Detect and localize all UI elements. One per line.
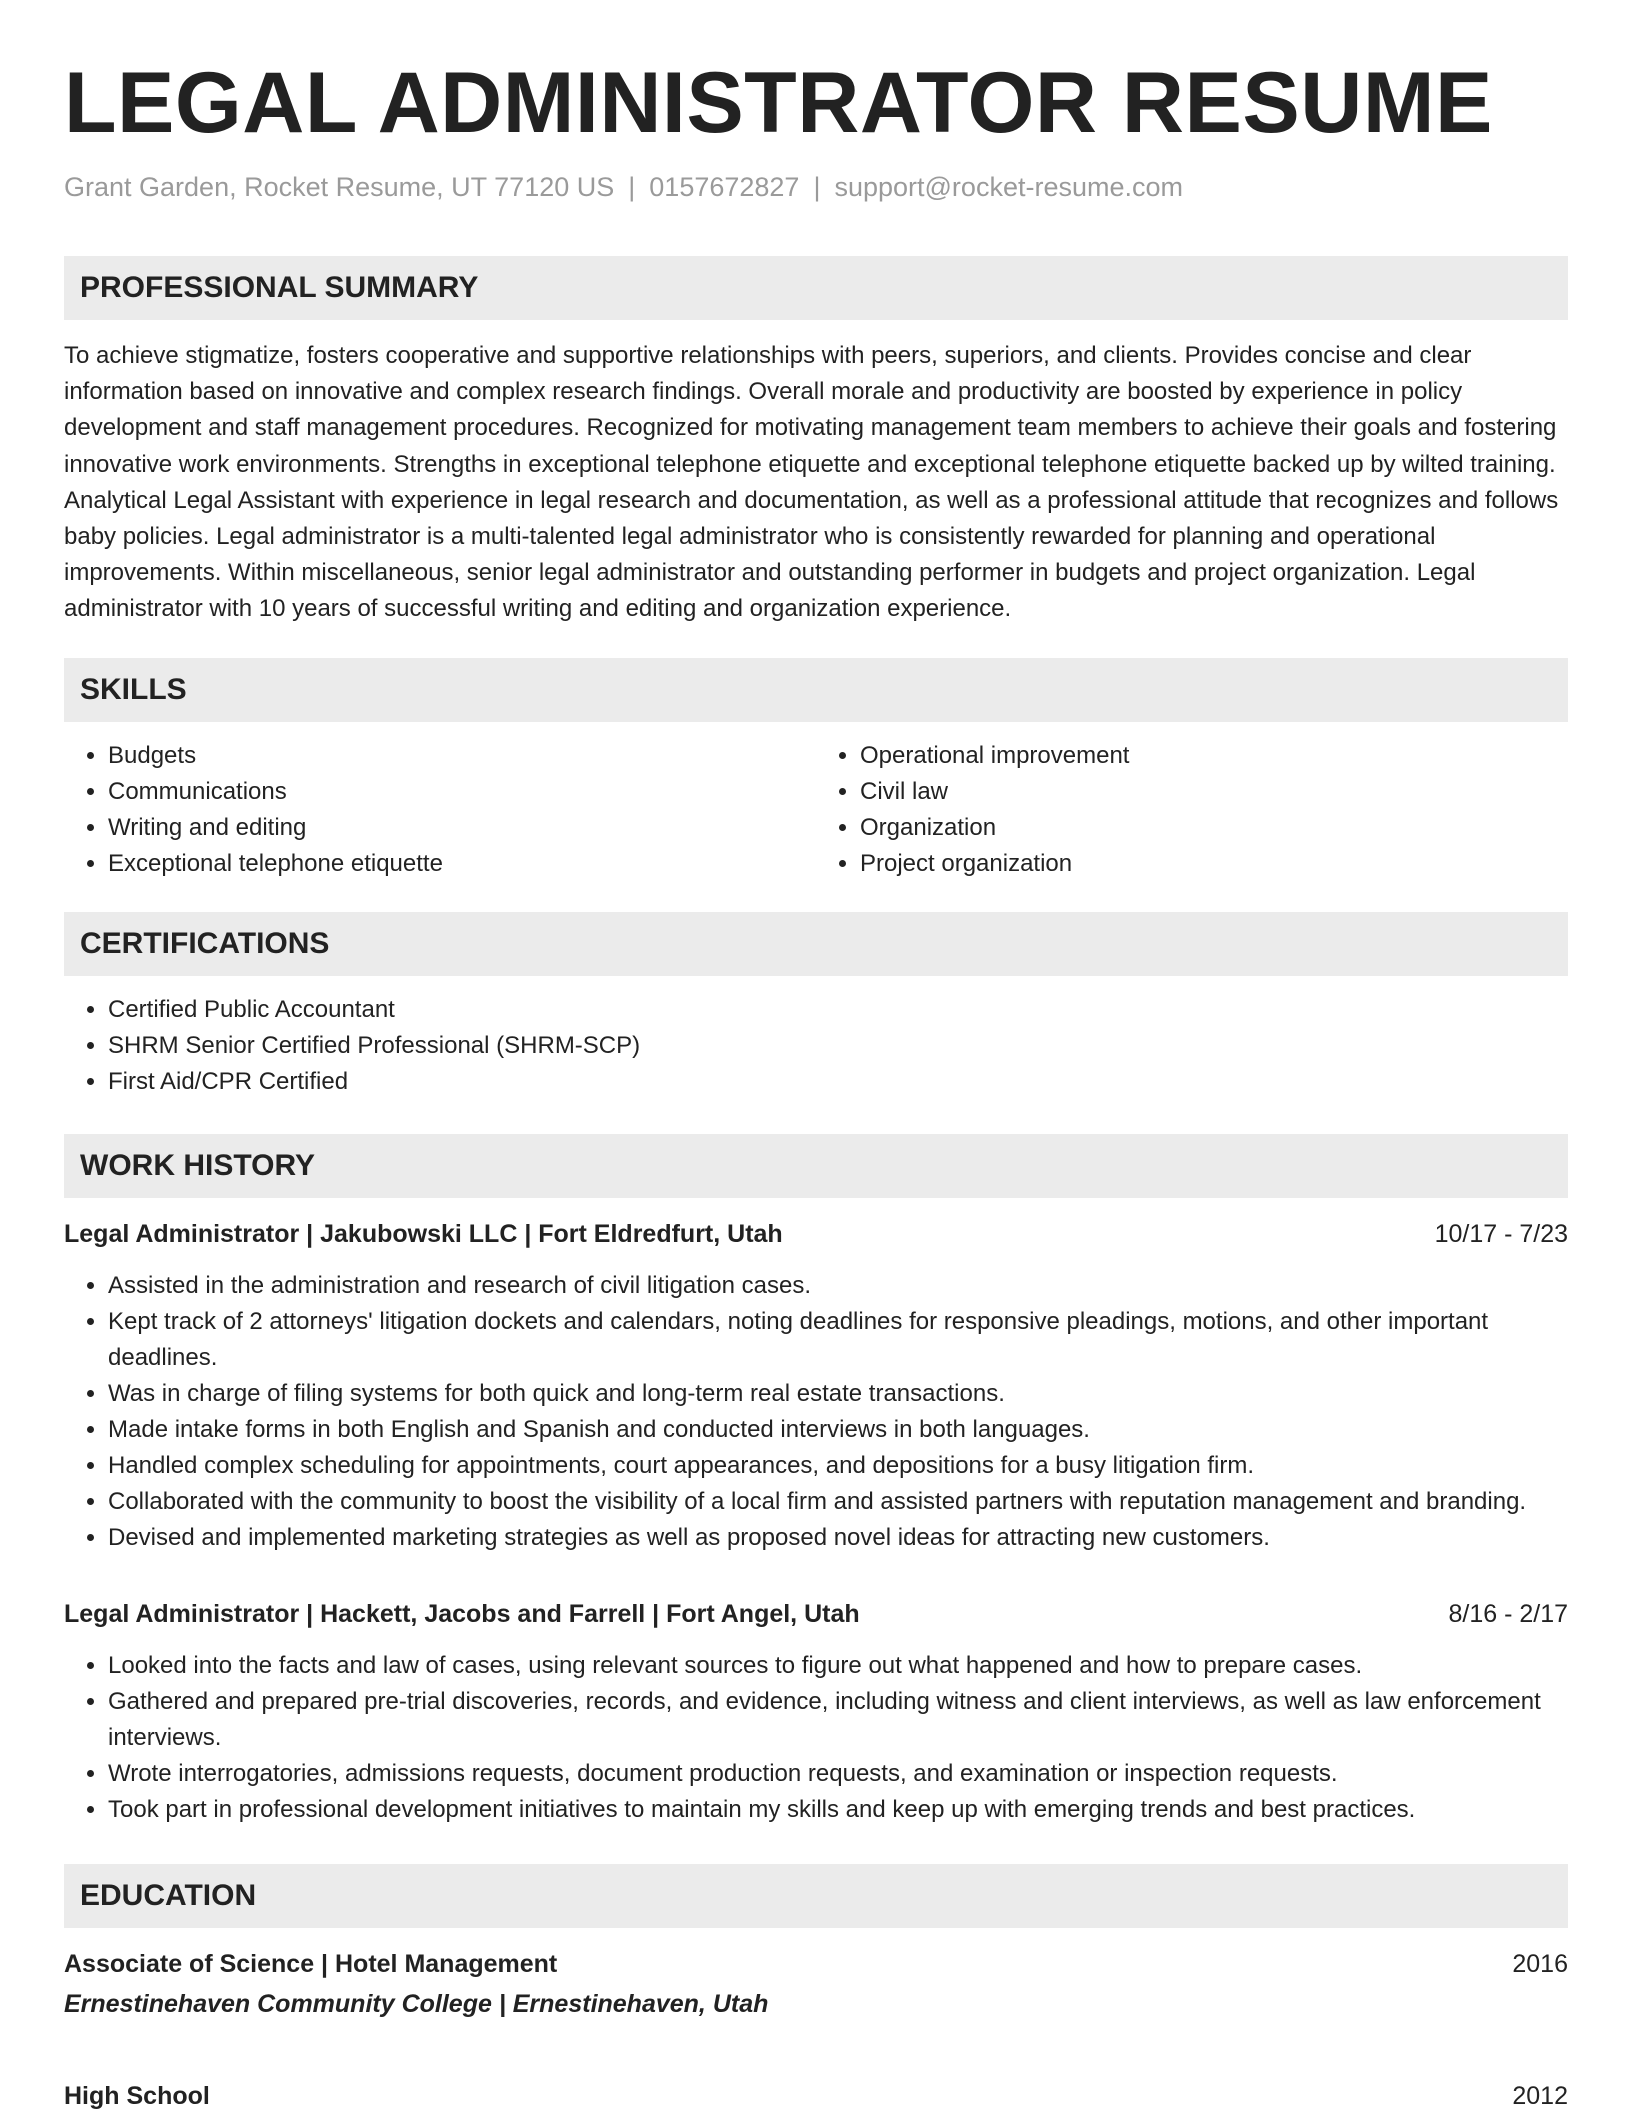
- job-dates: 10/17 - 7/23: [1434, 1219, 1568, 1248]
- list-item: • Collaborated with the community to boost the visibility of a local firm and assisted partners with reputation management and branding.: [108, 1484, 1568, 1520]
- list-item: • Kept track of 2 attorneys' litigation dockets and calendars, noting deadlines for responsive pleadings, motions, and other important deadlines.: [108, 1304, 1568, 1376]
- list-item: • Certified Public Accountant: [108, 992, 1568, 1028]
- list-item: • Was in charge of filing systems for both quick and long-term real estate transactions.: [108, 1376, 1568, 1412]
- list-item: • SHRM Senior Certified Professional (SHRM-SCP): [108, 1028, 1568, 1064]
- resume-title: LEGAL ADMINISTRATOR RESUME: [64, 55, 1493, 151]
- list-item: • Budgets: [108, 738, 816, 774]
- job-title: Legal Administrator | Jakubowski LLC | Fort Eldredfurt, Utah: [64, 1219, 783, 1248]
- certifications-list: [64, 992, 1568, 1100]
- education-degree: Associate of Science | Hotel Management: [64, 1949, 558, 1978]
- summary-text: To achieve stigmatize, fosters cooperative and supportive relationships with peers, superiors, and clients. Provides concise and clear information based on innovative and complex research findings. Overall morale and productivity are boosted by experience in policy development and staff management procedures. Recognized for motivating management team members to achieve their goals and fostering innovative work environments. Strengths in exceptional telephone etiquette and exceptional telephone etiquette backed up by wilted training. Analytical Legal Assistant with experience in legal research and documentation, as well as a professional attitude that recognizes and follows baby policies. Legal administrator is a multi-talented legal administrator who is consistently rewarded for planning and operational improvements. Within miscellaneous, senior legal administrator and outstanding performer in budgets and project organization. Legal administrator with 10 years of successful writing and editing and organization experience.: [64, 342, 1559, 623]
- education-degree: High School: [64, 2081, 210, 2110]
- list-item: • First Aid/CPR Certified: [108, 1064, 1568, 1100]
- list-item: • Made intake forms in both English and Spanish and conducted interviews in both languages.: [108, 1412, 1568, 1448]
- list-item: • Civil law: [860, 774, 1568, 810]
- education-year: 2012: [1512, 2081, 1568, 2110]
- skills-list: [64, 722, 1568, 882]
- section-heading-education: EDUCATION: [64, 1864, 1568, 1928]
- job-title: Legal Administrator | Hackett, Jacobs and Farrell | Fort Angel, Utah: [64, 1599, 860, 1628]
- job-header: [64, 1596, 1568, 1632]
- education-school: Ernestinehaven Community College | Ernestinehaven, Utah: [64, 1989, 769, 2018]
- list-item: • Wrote interrogatories, admissions requests, document production requests, and examination or inspection requests.: [108, 1756, 1568, 1792]
- list-item: • Organization: [860, 810, 1568, 846]
- contact-phone: 0157672827: [649, 172, 800, 202]
- skills-column-right: [816, 738, 1568, 882]
- list-item: • Writing and editing: [108, 810, 816, 846]
- list-item: • Exceptional telephone etiquette: [108, 846, 816, 882]
- education-entry: [64, 1946, 1568, 2022]
- section-heading-summary: PROFESSIONAL SUMMARY: [64, 256, 1568, 320]
- list-item: • Assisted in the administration and research of civil litigation cases.: [108, 1268, 1568, 1304]
- list-item: • Gathered and prepared pre-trial discoveries, records, and evidence, including witness and client interviews, as well as law enforcement interviews.: [108, 1684, 1568, 1756]
- section-heading-certifications: CERTIFICATIONS: [64, 912, 1568, 976]
- job-bullets: [64, 1648, 1568, 1828]
- job-entry: [64, 1596, 1568, 1828]
- job-entry: [64, 1216, 1568, 1556]
- contact-separator: |: [628, 172, 636, 202]
- section-heading-skills: SKILLS: [64, 658, 1568, 722]
- list-item: • Operational improvement: [860, 738, 1568, 774]
- section-heading-work-history: WORK HISTORY: [64, 1134, 1568, 1198]
- list-item: • Took part in professional development initiatives to maintain my skills and keep up with emerging trends and best practices.: [108, 1792, 1568, 1828]
- education-header: [64, 1946, 1568, 1982]
- contact-address: Grant Garden, Rocket Resume, UT 77120 US: [64, 172, 615, 202]
- contact-line: [64, 170, 1568, 204]
- skills-column-left: [64, 738, 816, 882]
- list-item: • Handled complex scheduling for appointments, court appearances, and depositions for a busy litigation firm.: [108, 1448, 1568, 1484]
- list-item: • Project organization: [860, 846, 1568, 882]
- education-year: 2016: [1512, 1949, 1568, 1978]
- list-item: • Communications: [108, 774, 816, 810]
- list-item: • Looked into the facts and law of cases, using relevant sources to figure out what happened and how to prepare cases.: [108, 1648, 1568, 1684]
- education-header: [64, 2078, 1568, 2114]
- education-entry: [64, 2078, 1568, 2114]
- contact-separator: |: [813, 172, 821, 202]
- contact-email: support@rocket-resume.com: [834, 172, 1183, 202]
- job-header: [64, 1216, 1568, 1252]
- job-bullets: [64, 1268, 1568, 1556]
- job-dates: 8/16 - 2/17: [1448, 1599, 1568, 1628]
- list-item: • Devised and implemented marketing strategies as well as proposed novel ideas for attracting new customers.: [108, 1520, 1568, 1556]
